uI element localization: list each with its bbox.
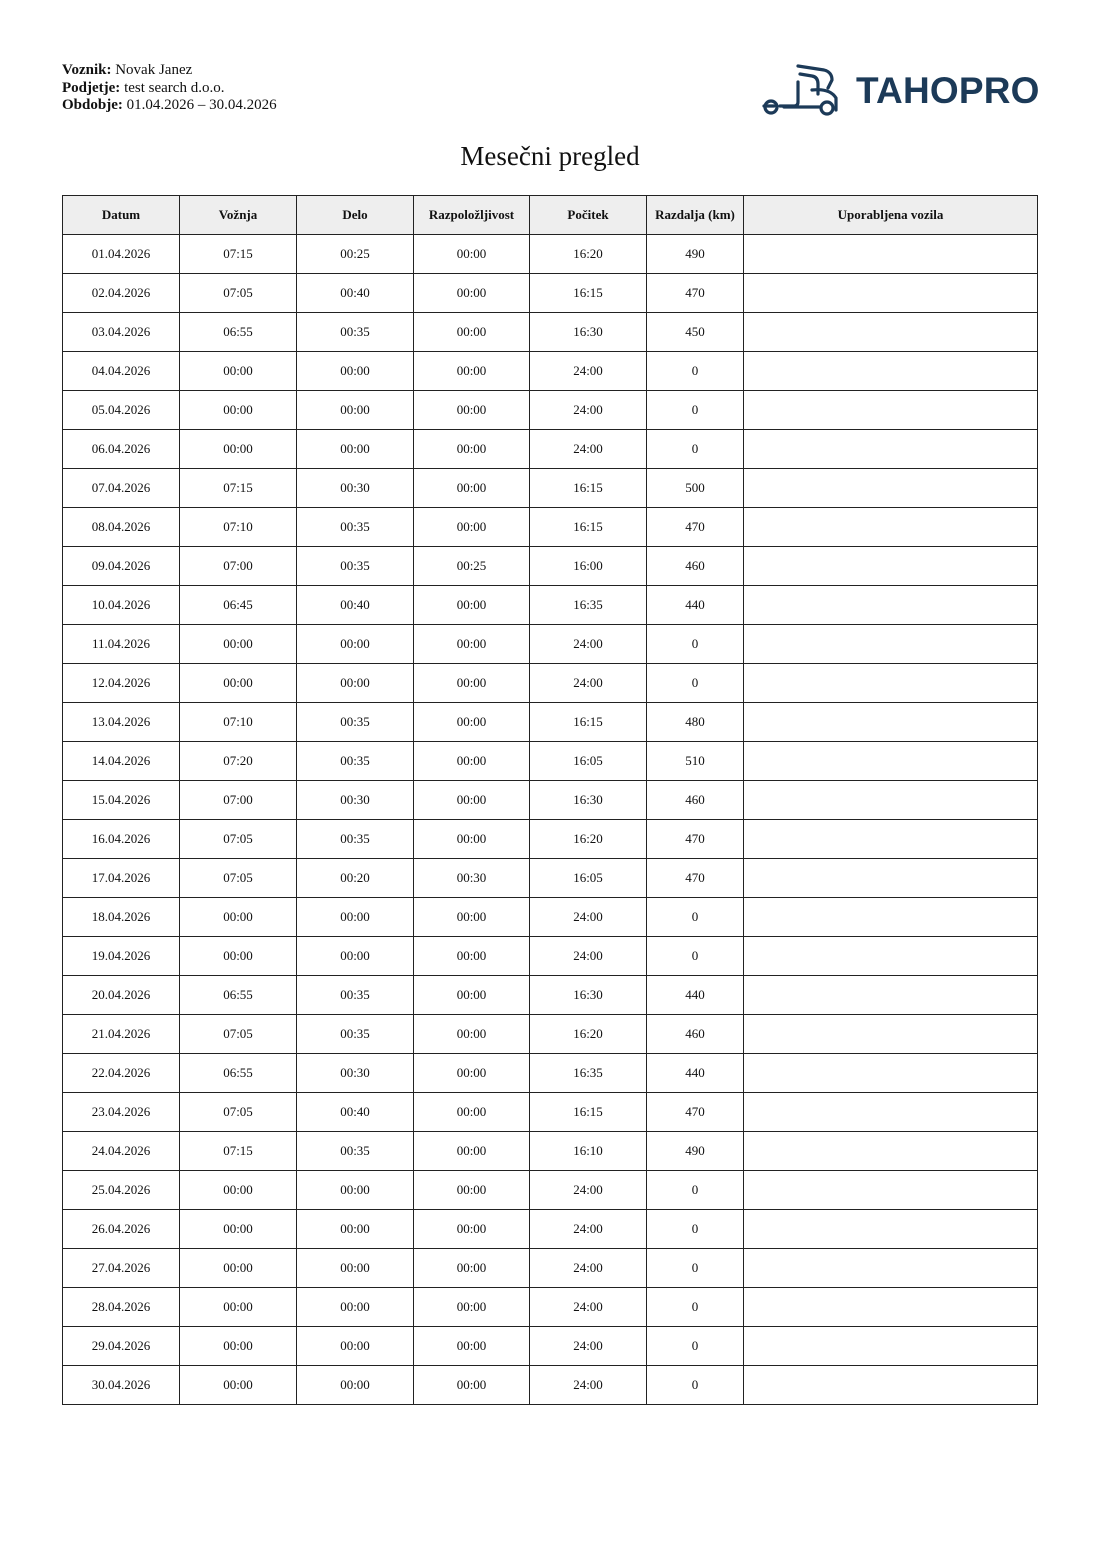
table-header-row xyxy=(63,196,1038,235)
table-row xyxy=(63,391,1038,430)
cell-vozila xyxy=(744,391,1038,430)
cell-voznja: 00:00 xyxy=(180,1210,297,1249)
cell-voznja: 07:10 xyxy=(180,703,297,742)
period-line xyxy=(62,97,277,115)
cell-datum: 15.04.2026 xyxy=(63,781,180,820)
cell-voznja: 00:00 xyxy=(180,1171,297,1210)
cell-razpolozljivost: 00:00 xyxy=(414,1093,530,1132)
cell-delo: 00:00 xyxy=(297,937,414,976)
cell-razpolozljivost: 00:00 xyxy=(414,313,530,352)
cell-datum: 04.04.2026 xyxy=(63,352,180,391)
table-row xyxy=(63,820,1038,859)
cell-pocitek: 24:00 xyxy=(530,1171,647,1210)
cell-razdalja: 470 xyxy=(647,1093,744,1132)
cell-delo: 00:30 xyxy=(297,469,414,508)
cell-delo: 00:40 xyxy=(297,1093,414,1132)
table-row xyxy=(63,1171,1038,1210)
cell-delo: 00:20 xyxy=(297,859,414,898)
cell-delo: 00:25 xyxy=(297,235,414,274)
table-row xyxy=(63,313,1038,352)
cell-pocitek: 16:30 xyxy=(530,781,647,820)
cell-datum: 27.04.2026 xyxy=(63,1249,180,1288)
cell-razpolozljivost: 00:00 xyxy=(414,1366,530,1405)
cell-pocitek: 16:20 xyxy=(530,1015,647,1054)
monthly-overview-table xyxy=(62,195,1038,1405)
cell-datum: 14.04.2026 xyxy=(63,742,180,781)
cell-vozila xyxy=(744,859,1038,898)
cell-razpolozljivost: 00:00 xyxy=(414,1327,530,1366)
tahopro-logo xyxy=(760,60,1040,122)
cell-datum: 03.04.2026 xyxy=(63,313,180,352)
logo-text: TAHOPRO xyxy=(856,70,1040,111)
cell-vozila xyxy=(744,1171,1038,1210)
cell-voznja: 07:10 xyxy=(180,508,297,547)
cell-razpolozljivost: 00:00 xyxy=(414,391,530,430)
cell-pocitek: 16:15 xyxy=(530,508,647,547)
cell-voznja: 06:55 xyxy=(180,976,297,1015)
cell-razpolozljivost: 00:00 xyxy=(414,469,530,508)
cell-pocitek: 16:15 xyxy=(530,469,647,508)
table-row xyxy=(63,1366,1038,1405)
cell-razpolozljivost: 00:00 xyxy=(414,703,530,742)
company-label: Podjetje: xyxy=(62,79,121,96)
company-line xyxy=(62,80,277,98)
table-row xyxy=(63,352,1038,391)
cell-delo: 00:35 xyxy=(297,703,414,742)
cell-delo: 00:00 xyxy=(297,1210,414,1249)
cell-pocitek: 24:00 xyxy=(530,1249,647,1288)
table-row xyxy=(63,781,1038,820)
cell-datum: 06.04.2026 xyxy=(63,430,180,469)
table-row xyxy=(63,625,1038,664)
cell-delo: 00:00 xyxy=(297,898,414,937)
cell-razpolozljivost: 00:00 xyxy=(414,235,530,274)
cell-voznja: 06:45 xyxy=(180,586,297,625)
cell-delo: 00:00 xyxy=(297,352,414,391)
cell-voznja: 00:00 xyxy=(180,625,297,664)
cell-vozila xyxy=(744,508,1038,547)
cell-delo: 00:00 xyxy=(297,1171,414,1210)
table-row xyxy=(63,274,1038,313)
cell-delo: 00:35 xyxy=(297,547,414,586)
cell-datum: 10.04.2026 xyxy=(63,586,180,625)
cell-vozila xyxy=(744,664,1038,703)
cell-razpolozljivost: 00:00 xyxy=(414,1132,530,1171)
cell-voznja: 00:00 xyxy=(180,937,297,976)
cell-pocitek: 16:30 xyxy=(530,313,647,352)
cell-vozila xyxy=(744,235,1038,274)
cell-voznja: 07:05 xyxy=(180,1015,297,1054)
cell-delo: 00:00 xyxy=(297,625,414,664)
table-row xyxy=(63,898,1038,937)
cell-delo: 00:40 xyxy=(297,274,414,313)
cell-pocitek: 16:35 xyxy=(530,1054,647,1093)
cell-pocitek: 16:20 xyxy=(530,820,647,859)
column-header-datum: Datum xyxy=(63,196,180,235)
cell-razdalja: 0 xyxy=(647,1249,744,1288)
cell-datum: 28.04.2026 xyxy=(63,1288,180,1327)
cell-voznja: 07:00 xyxy=(180,781,297,820)
cell-delo: 00:35 xyxy=(297,742,414,781)
column-header-razdalja: Razdalja (km) xyxy=(647,196,744,235)
cell-pocitek: 16:30 xyxy=(530,976,647,1015)
cell-vozila xyxy=(744,352,1038,391)
cell-pocitek: 24:00 xyxy=(530,1327,647,1366)
cell-vozila xyxy=(744,469,1038,508)
cell-voznja: 07:05 xyxy=(180,859,297,898)
cell-pocitek: 16:15 xyxy=(530,1093,647,1132)
cell-datum: 23.04.2026 xyxy=(63,1093,180,1132)
cell-razpolozljivost: 00:00 xyxy=(414,1288,530,1327)
cell-pocitek: 24:00 xyxy=(530,1210,647,1249)
cell-voznja: 07:05 xyxy=(180,1093,297,1132)
cell-vozila xyxy=(744,937,1038,976)
cell-vozila xyxy=(744,781,1038,820)
cell-razdalja: 0 xyxy=(647,391,744,430)
cell-razdalja: 440 xyxy=(647,1054,744,1093)
cell-datum: 02.04.2026 xyxy=(63,274,180,313)
page-title: Mesečni pregled xyxy=(460,141,640,171)
cell-razpolozljivost: 00:00 xyxy=(414,1171,530,1210)
table-row xyxy=(63,469,1038,508)
cell-delo: 00:00 xyxy=(297,1249,414,1288)
cell-datum: 25.04.2026 xyxy=(63,1171,180,1210)
cell-razdalja: 0 xyxy=(647,1288,744,1327)
cell-datum: 08.04.2026 xyxy=(63,508,180,547)
cell-vozila xyxy=(744,1327,1038,1366)
cell-vozila xyxy=(744,1249,1038,1288)
cell-razpolozljivost: 00:00 xyxy=(414,430,530,469)
cell-voznja: 07:20 xyxy=(180,742,297,781)
cell-pocitek: 24:00 xyxy=(530,625,647,664)
table-row xyxy=(63,547,1038,586)
cell-razpolozljivost: 00:00 xyxy=(414,586,530,625)
table-row xyxy=(63,1327,1038,1366)
cell-razpolozljivost: 00:00 xyxy=(414,742,530,781)
cell-datum: 07.04.2026 xyxy=(63,469,180,508)
cell-datum: 16.04.2026 xyxy=(63,820,180,859)
cell-delo: 00:35 xyxy=(297,820,414,859)
cell-razpolozljivost: 00:00 xyxy=(414,976,530,1015)
cell-voznja: 07:00 xyxy=(180,547,297,586)
cell-razpolozljivost: 00:00 xyxy=(414,820,530,859)
cell-pocitek: 16:00 xyxy=(530,547,647,586)
cell-vozila xyxy=(744,1366,1038,1405)
cell-razpolozljivost: 00:00 xyxy=(414,274,530,313)
table-row xyxy=(63,664,1038,703)
cell-datum: 22.04.2026 xyxy=(63,1054,180,1093)
report-meta xyxy=(62,62,277,115)
cell-razdalja: 0 xyxy=(647,625,744,664)
cell-vozila xyxy=(744,1054,1038,1093)
cell-razdalja: 440 xyxy=(647,976,744,1015)
driver-label: Voznik: xyxy=(62,62,112,78)
cell-razpolozljivost: 00:25 xyxy=(414,547,530,586)
cell-vozila xyxy=(744,1288,1038,1327)
cell-razdalja: 510 xyxy=(647,742,744,781)
cell-pocitek: 24:00 xyxy=(530,898,647,937)
cell-delo: 00:00 xyxy=(297,1327,414,1366)
cell-voznja: 07:05 xyxy=(180,274,297,313)
cell-voznja: 07:15 xyxy=(180,1132,297,1171)
cell-razdalja: 0 xyxy=(647,1210,744,1249)
cell-vozila xyxy=(744,625,1038,664)
driver-line xyxy=(62,62,277,80)
cell-pocitek: 16:35 xyxy=(530,586,647,625)
period-value: 01.04.2026 – 30.04.2026 xyxy=(126,97,277,113)
cell-datum: 01.04.2026 xyxy=(63,235,180,274)
table-row xyxy=(63,1210,1038,1249)
cell-delo: 00:35 xyxy=(297,1015,414,1054)
cell-razdalja: 470 xyxy=(647,274,744,313)
cell-delo: 00:00 xyxy=(297,664,414,703)
cell-razpolozljivost: 00:00 xyxy=(414,781,530,820)
cell-datum: 05.04.2026 xyxy=(63,391,180,430)
column-header-razpolozljivost: Razpoložljivost xyxy=(414,196,530,235)
cell-voznja: 07:05 xyxy=(180,820,297,859)
cell-voznja: 00:00 xyxy=(180,430,297,469)
cell-delo: 00:00 xyxy=(297,391,414,430)
cell-datum: 21.04.2026 xyxy=(63,1015,180,1054)
company-value: test search d.o.o. xyxy=(124,79,225,96)
table-row xyxy=(63,1093,1038,1132)
cell-vozila xyxy=(744,1093,1038,1132)
table-row xyxy=(63,742,1038,781)
cell-razdalja: 460 xyxy=(647,547,744,586)
cell-razdalja: 0 xyxy=(647,1327,744,1366)
cell-vozila xyxy=(744,976,1038,1015)
cell-razdalja: 470 xyxy=(647,859,744,898)
cell-datum: 13.04.2026 xyxy=(63,703,180,742)
table-row xyxy=(63,859,1038,898)
cell-delo: 00:30 xyxy=(297,781,414,820)
cell-voznja: 00:00 xyxy=(180,352,297,391)
cell-razdalja: 0 xyxy=(647,937,744,976)
cell-pocitek: 24:00 xyxy=(530,664,647,703)
cell-vozila xyxy=(744,430,1038,469)
cell-delo: 00:00 xyxy=(297,1366,414,1405)
cell-vozila xyxy=(744,898,1038,937)
cell-razpolozljivost: 00:00 xyxy=(414,508,530,547)
cell-razdalja: 470 xyxy=(647,508,744,547)
cell-delo: 00:40 xyxy=(297,586,414,625)
cell-pocitek: 24:00 xyxy=(530,430,647,469)
cell-datum: 17.04.2026 xyxy=(63,859,180,898)
cell-datum: 30.04.2026 xyxy=(63,1366,180,1405)
table-row xyxy=(63,430,1038,469)
cell-razpolozljivost: 00:00 xyxy=(414,1054,530,1093)
table-row xyxy=(63,508,1038,547)
cell-razdalja: 490 xyxy=(647,235,744,274)
cell-datum: 20.04.2026 xyxy=(63,976,180,1015)
cell-voznja: 00:00 xyxy=(180,1249,297,1288)
cell-pocitek: 16:15 xyxy=(530,703,647,742)
column-header-vozila: Uporabljena vozila xyxy=(744,196,1038,235)
cell-pocitek: 16:15 xyxy=(530,274,647,313)
cell-razdalja: 500 xyxy=(647,469,744,508)
cell-razpolozljivost: 00:00 xyxy=(414,1015,530,1054)
table-row xyxy=(63,1249,1038,1288)
cell-vozila xyxy=(744,1132,1038,1171)
cell-voznja: 07:15 xyxy=(180,235,297,274)
table-body xyxy=(63,235,1038,1405)
cell-razpolozljivost: 00:00 xyxy=(414,937,530,976)
cell-razpolozljivost: 00:00 xyxy=(414,352,530,391)
column-header-voznja: Vožnja xyxy=(180,196,297,235)
cell-vozila xyxy=(744,742,1038,781)
cell-pocitek: 24:00 xyxy=(530,1288,647,1327)
cell-pocitek: 24:00 xyxy=(530,1366,647,1405)
cell-datum: 26.04.2026 xyxy=(63,1210,180,1249)
cell-razpolozljivost: 00:00 xyxy=(414,1210,530,1249)
cell-razdalja: 0 xyxy=(647,1366,744,1405)
table-row xyxy=(63,1054,1038,1093)
cell-voznja: 00:00 xyxy=(180,898,297,937)
cell-razdalja: 450 xyxy=(647,313,744,352)
table-row xyxy=(63,235,1038,274)
cell-voznja: 00:00 xyxy=(180,1327,297,1366)
cell-datum: 19.04.2026 xyxy=(63,937,180,976)
cell-vozila xyxy=(744,313,1038,352)
cell-razdalja: 460 xyxy=(647,781,744,820)
cell-voznja: 00:00 xyxy=(180,391,297,430)
column-header-delo: Delo xyxy=(297,196,414,235)
table-row xyxy=(63,703,1038,742)
cell-pocitek: 16:20 xyxy=(530,235,647,274)
cell-razdalja: 0 xyxy=(647,430,744,469)
cell-delo: 00:35 xyxy=(297,313,414,352)
cell-delo: 00:35 xyxy=(297,976,414,1015)
cell-delo: 00:00 xyxy=(297,1288,414,1327)
table-row xyxy=(63,1132,1038,1171)
cell-pocitek: 24:00 xyxy=(530,352,647,391)
cell-voznja: 00:00 xyxy=(180,1288,297,1327)
cell-razdalja: 0 xyxy=(647,352,744,391)
cell-vozila xyxy=(744,274,1038,313)
cell-delo: 00:00 xyxy=(297,430,414,469)
cell-voznja: 06:55 xyxy=(180,1054,297,1093)
cell-razpolozljivost: 00:30 xyxy=(414,859,530,898)
cell-razdalja: 0 xyxy=(647,664,744,703)
cell-delo: 00:30 xyxy=(297,1054,414,1093)
cell-pocitek: 24:00 xyxy=(530,391,647,430)
table-row xyxy=(63,1015,1038,1054)
cell-vozila xyxy=(744,1210,1038,1249)
cell-vozila xyxy=(744,586,1038,625)
cell-datum: 24.04.2026 xyxy=(63,1132,180,1171)
cell-razpolozljivost: 00:00 xyxy=(414,625,530,664)
cell-razdalja: 480 xyxy=(647,703,744,742)
cell-delo: 00:35 xyxy=(297,1132,414,1171)
driver-value: Novak Janez xyxy=(115,62,193,78)
cell-pocitek: 16:05 xyxy=(530,742,647,781)
cell-voznja: 00:00 xyxy=(180,664,297,703)
cell-pocitek: 24:00 xyxy=(530,937,647,976)
cell-razdalja: 470 xyxy=(647,820,744,859)
cell-vozila xyxy=(744,703,1038,742)
period-label: Obdobje: xyxy=(62,97,123,113)
cell-razpolozljivost: 00:00 xyxy=(414,1249,530,1288)
cell-razpolozljivost: 00:00 xyxy=(414,664,530,703)
cell-pocitek: 16:10 xyxy=(530,1132,647,1171)
cell-datum: 09.04.2026 xyxy=(63,547,180,586)
table-row xyxy=(63,586,1038,625)
cell-vozila xyxy=(744,820,1038,859)
cell-datum: 11.04.2026 xyxy=(63,625,180,664)
cell-datum: 29.04.2026 xyxy=(63,1327,180,1366)
cell-pocitek: 16:05 xyxy=(530,859,647,898)
cell-voznja: 07:15 xyxy=(180,469,297,508)
cell-vozila xyxy=(744,547,1038,586)
cell-delo: 00:35 xyxy=(297,508,414,547)
table-row xyxy=(63,976,1038,1015)
cell-razdalja: 460 xyxy=(647,1015,744,1054)
cell-razdalja: 0 xyxy=(647,898,744,937)
cell-razdalja: 490 xyxy=(647,1132,744,1171)
table-row xyxy=(63,937,1038,976)
cell-razdalja: 440 xyxy=(647,586,744,625)
cell-razpolozljivost: 00:00 xyxy=(414,898,530,937)
table-row xyxy=(63,1288,1038,1327)
cell-razdalja: 0 xyxy=(647,1171,744,1210)
cell-voznja: 00:00 xyxy=(180,1366,297,1405)
cell-datum: 12.04.2026 xyxy=(63,664,180,703)
truck-icon xyxy=(760,60,842,122)
cell-voznja: 06:55 xyxy=(180,313,297,352)
column-header-pocitek: Počitek xyxy=(530,196,647,235)
cell-vozila xyxy=(744,1015,1038,1054)
cell-datum: 18.04.2026 xyxy=(63,898,180,937)
